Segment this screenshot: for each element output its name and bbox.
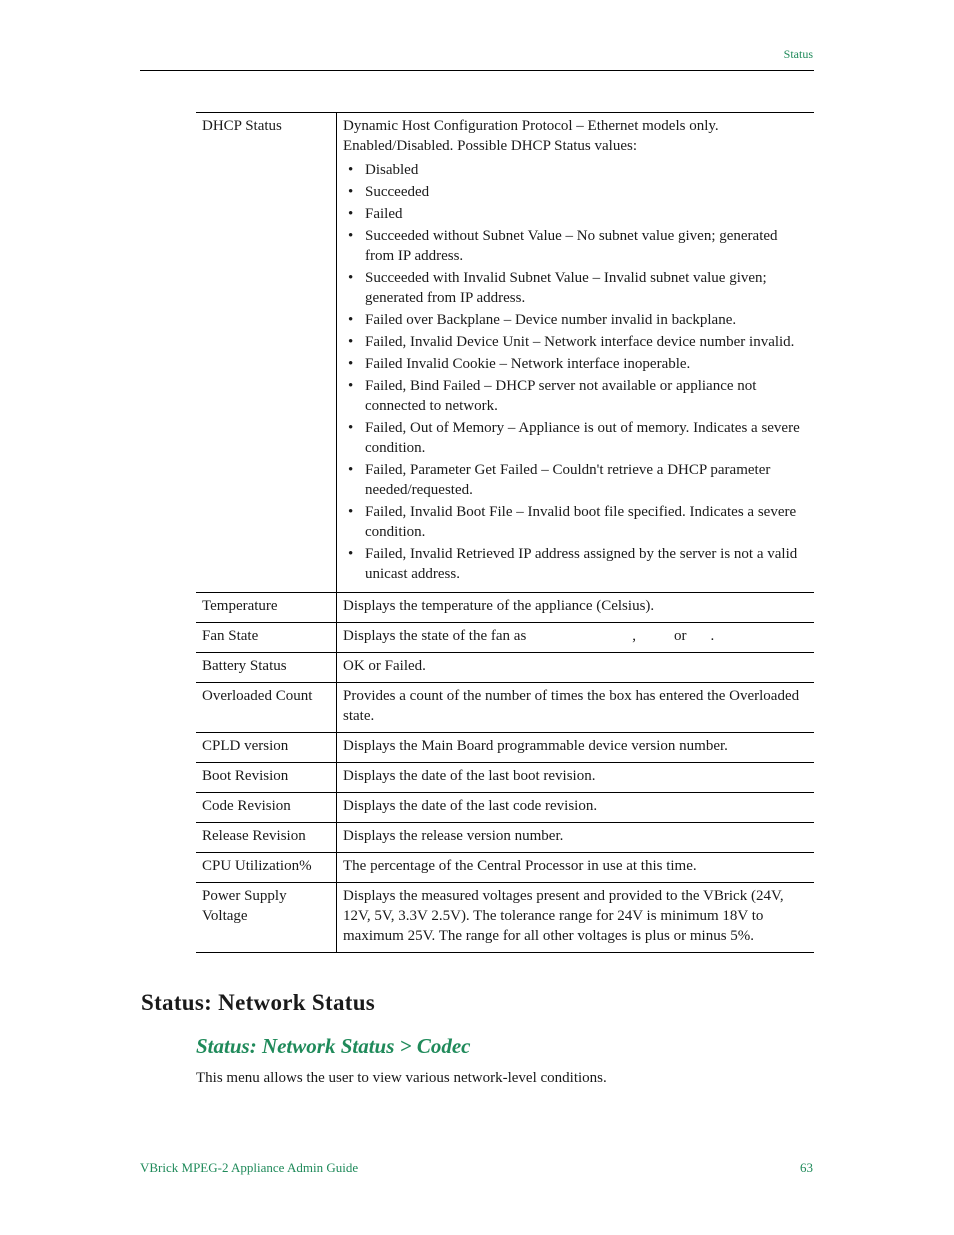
- list-item: • Succeeded with Invalid Subnet Value – Invalid subnet value given; generated from IP address.: [343, 268, 808, 308]
- row-description: Displays the Main Board programmable device version number.: [337, 733, 815, 763]
- fan-state-period: .: [710, 628, 715, 644]
- table-row: [196, 653, 814, 683]
- list-item: • Failed, Out of Memory – Appliance is out of memory. Indicates a severe condition.: [343, 418, 808, 458]
- row-description: Displays the date of the last boot revision.: [337, 763, 815, 793]
- list-item: • Disabled: [343, 160, 808, 180]
- list-item: • Failed, Invalid Boot File – Invalid boot file specified. Indicates a severe condition.: [343, 502, 808, 542]
- row-label: Code Revision: [196, 793, 337, 823]
- table-row: [196, 883, 814, 953]
- list-item: • Failed, Invalid Device Unit – Network interface device number invalid.: [343, 332, 808, 352]
- dhcp-intro-line: Dynamic Host Configuration Protocol – Ethernet models only.: [343, 118, 719, 134]
- fan-state-or: or: [674, 628, 687, 644]
- row-label: Power Supply Voltage: [196, 883, 337, 953]
- list-item: • Failed: [343, 204, 808, 224]
- table-row: [196, 793, 814, 823]
- row-label: DHCP Status: [196, 113, 337, 593]
- header-rule: [140, 70, 814, 71]
- row-label: Battery Status: [196, 653, 337, 683]
- table-row: [196, 593, 814, 623]
- footer-guide-title: VBrick MPEG-2 Appliance Admin Guide: [140, 1160, 359, 1175]
- table-row: [196, 623, 814, 653]
- row-label: Temperature: [196, 593, 337, 623]
- row-description: The percentage of the Central Processor in use at this time.: [337, 853, 815, 883]
- fan-state-comma: ,: [632, 628, 637, 644]
- status-table: [196, 112, 814, 953]
- list-item: • Failed, Bind Failed – DHCP server not available or appliance not connected to network.: [343, 376, 808, 416]
- section-body-text: This menu allows the user to view various network-level conditions.: [196, 1070, 607, 1086]
- fan-state-text: Displays the state of the fan as: [343, 628, 527, 644]
- row-description: Displays the date of the last code revision.: [337, 793, 815, 823]
- row-label: CPLD version: [196, 733, 337, 763]
- list-item: • Failed, Invalid Retrieved IP address assigned by the server is not a valid unicast address.: [343, 544, 808, 584]
- row-description: Displays the measured voltages present and provided to the VBrick (24V, 12V, 5V, 3.3V 2.5V). The tolerance range for 24V is minimum 18V to maximum 25V. The range for all other voltages is plus or minus 5%.: [337, 883, 815, 953]
- row-description: [337, 113, 815, 593]
- table-row: [196, 763, 814, 793]
- subsection-heading: Status: Network Status > Codec: [196, 1034, 471, 1058]
- table-row: [196, 853, 814, 883]
- list-item: • Failed Invalid Cookie – Network interface inoperable.: [343, 354, 808, 374]
- list-item: • Succeeded: [343, 182, 808, 202]
- row-description: OK or Failed.: [337, 653, 815, 683]
- dhcp-intro-line: Enabled/Disabled. Possible DHCP Status values:: [343, 138, 638, 154]
- list-item: • Failed over Backplane – Device number invalid in backplane.: [343, 310, 808, 330]
- table-row: [196, 733, 814, 763]
- row-label: Fan State: [196, 623, 337, 653]
- row-description: [337, 623, 815, 653]
- footer-page-number: 63: [800, 1160, 813, 1175]
- row-description: Provides a count of the number of times the box has entered the Overloaded state.: [337, 683, 815, 733]
- row-description: Displays the release version number.: [337, 823, 815, 853]
- row-label: Overloaded Count: [196, 683, 337, 733]
- list-item: • Failed, Parameter Get Failed – Couldn't retrieve a DHCP parameter needed/requested.: [343, 460, 808, 500]
- row-label: CPU Utilization%: [196, 853, 337, 883]
- table-row: [196, 823, 814, 853]
- running-head: Status: [783, 47, 813, 61]
- row-label: Boot Revision: [196, 763, 337, 793]
- section-heading: Status: Network Status: [141, 990, 376, 1015]
- table-row: [196, 113, 814, 593]
- table-row: [196, 683, 814, 733]
- row-description: Displays the temperature of the appliance (Celsius).: [337, 593, 815, 623]
- row-label: Release Revision: [196, 823, 337, 853]
- dhcp-status-list: [343, 160, 808, 584]
- list-item: • Succeeded without Subnet Value – No subnet value given; generated from IP address.: [343, 226, 808, 266]
